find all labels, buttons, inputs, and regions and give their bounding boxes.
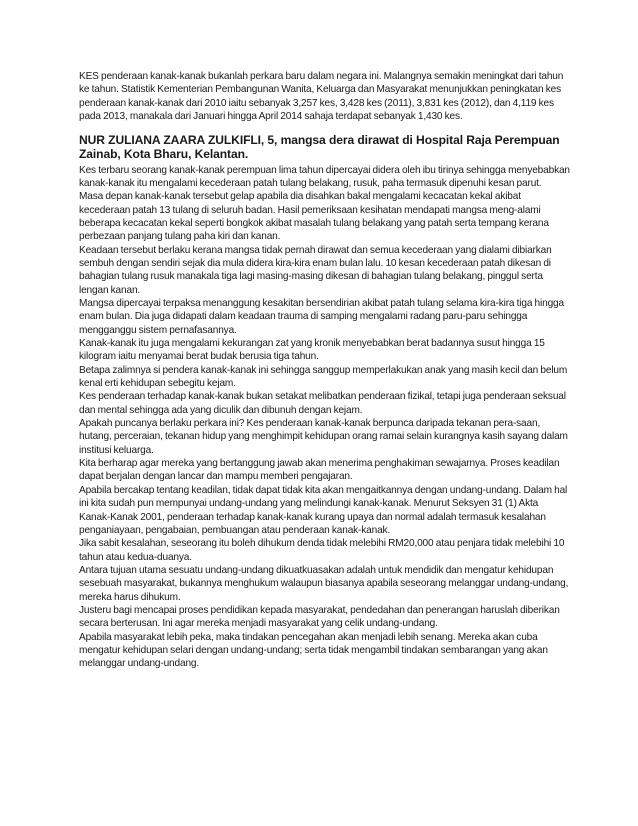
photo-caption-heading: NUR ZULIANA ZAARA ZULKIFLI, 5, mangsa dera dirawat di Hospital Raja Perempuan Zainab, Kota Bharu, Kelantan. <box>79 133 560 162</box>
body-paragraph-14: Apabila masyarakat lebih peka, maka tindakan pencegahan akan menjadi lebih senang. Mereka akan cuba mengatur kehidupan selari dengan undang-undang; serta tidak mengambil tindakan sembarangan yang akan melanggar undang-undang. <box>79 631 548 670</box>
body-paragraph-6: Betapa zalimnya si pendera kanak-kanak ini sehingga sanggup memperlakukan anak yang masih kecil dan belum kenal erti kehidupan sebegitu kejam. <box>79 364 568 390</box>
body-paragraph-8: Apakah puncanya berlaku perkara ini? Kes penderaan kanak-kanak berpunca daripada tekanan pera-saan, hutang, perceraian, tekanan hidup yang menghimpit kehidupan orang ramai selain kurangnya kasih sayang dalam institusi keluarga. <box>79 418 568 456</box>
body-paragraph-5: Kanak-kanak itu juga mengalami kekurangan zat yang kronik menyebabkan berat badannya susut hingga 15 kilogram iaitu menyamai berat budak berusia tiga tahun. <box>79 338 545 363</box>
body-paragraph-4: Mangsa dipercayai terpaksa menanggung kesakitan bersendirian akibat patah tulang selama kira-kira tiga hingga enam bulan. Dia juga didapati dalam keadaan trauma di samping mengalami radang paru-paru sehingga mengganggu sistem pernafasannya. <box>79 298 564 336</box>
body-paragraph-12: Antara tujuan utama sesuatu undang-undang dikuatkuasakan adalah untuk mendidik dan mengatur kehidupan sesebuah masyarakat, bukannya menghukum walaupun biasanya apabila seseorang melanggar undang-undang, mereka harus dihukum. <box>79 564 569 603</box>
document-page <box>79 70 571 671</box>
body-paragraph-1: Kes terbaru seorang kanak-kanak perempuan lima tahun dipercayai didera oleh ibu tirinya sehingga menyebabkan kanak-kanak itu mengalami kecederaan patah tulang belakang, rusuk, paha termasuk dipenuhi kesan parut. <box>79 164 570 189</box>
body-paragraph-9: Kita berharap agar mereka yang bertanggung jawab akan menerima penghakiman sewajarnya. Proses keadilan dapat berjalan dengan lancar dan mampu memberi pengajaran. <box>79 458 560 483</box>
body-paragraph-11: Jika sabit kesalahan, seseorang itu boleh dihukum denda tidak melebihi RM20,000 atau penjara tidak melebihi 10 tahun atau kedua-duanya. <box>79 538 565 563</box>
body-paragraph-13: Justeru bagi mencapai proses pendidikan kepada masyarakat, pendedahan dan penerangan haruslah diberikan secara berterusan. Ini agar mereka menjadi masyarakat yang celik undang-undang. <box>79 604 560 630</box>
body-paragraph-10: Apabila bercakap tentang keadilan, tidak dapat tidak kita akan mengaitkannya dengan undang-undang. Dalam hal ini kita sudah pun mempunyai undang-undang yang melindungi kanak-kanak. Menurut Seksyen 31 (1) Akta Kanak-Kanak 2001, penderaan terhadap kanak-kanak kurang upaya dan normal adalah termasuk kesalahan penganiayaan, pengabaian, pembuangan atau penderaan kanak-kanak. <box>79 484 568 536</box>
body-paragraph-3: Keadaan tersebut berlaku kerana mangsa tidak pernah dirawat dan semua kecederaan yang dialami dibiarkan sembuh dengan sendiri sejak dia mula didera kira-kira enam bulan lalu. 10 kesan kecederaan patah dikesan di bahagian tulang rusuk manakala tiga lagi masing-masing dikesan di bahagian tulang belakang, pinggul serta lengan kanan. <box>79 244 552 296</box>
body-paragraph-7: Kes penderaan terhadap kanak-kanak bukan setakat melibatkan penderaan fizikal, tetapi juga penderaan seksual dan mental sehingga ada yang diculik dan dibunuh dengan kejam. <box>79 391 566 416</box>
body-paragraph-2: Masa depan kanak-kanak tersebut gelap apabila dia disahkan bakal mengalami kecacatan kekal akibat kecederaan patah 13 tulang di seluruh badan. Hasil pemeriksaan kesihatan mendapati mangsa meng-alami beberapa kecacatan kekal seperti bongkok akibat masalah tulang belakang yang patah serta tempang kerana perbezaan panjang tulang paha kiri dan kanan. <box>79 191 549 243</box>
intro-paragraph: KES penderaan kanak-kanak bukanlah perkara baru dalam negara ini. Malangnya semakin meningkat dari tahun ke tahun. Statistik Kementerian Pembangunan Wanita, Keluarga dan Masyarakat menunjukkan peningkatan kes penderaan kanak-kanak dari 2010 iaitu sebanyak 3,257 kes, 3,428 kes (2011), 3,831 kes (2012), dan 4,119 kes pada 2013, manakala dari Januari hingga April 2014 sahaja terdapat sebanyak 1,430 kes. <box>79 71 564 123</box>
